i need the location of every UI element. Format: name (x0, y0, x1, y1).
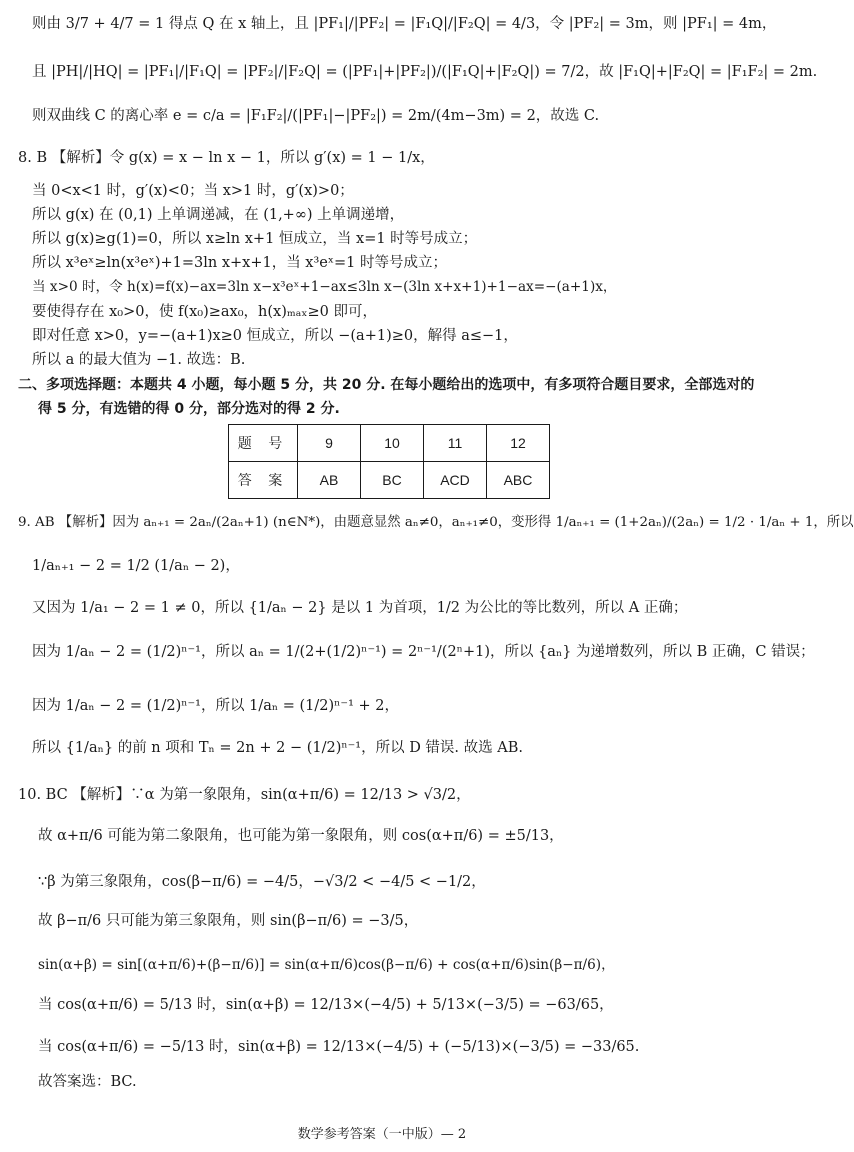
q9-line-2 (32, 598, 687, 618)
q10-line-5 (38, 995, 614, 1015)
question-number-9: 9 (298, 425, 361, 462)
q9-line-3 (32, 642, 815, 662)
q8-line-3 (32, 229, 477, 249)
q9-line-5 (32, 738, 523, 758)
solution-text: 则双曲线 C 的离心率 e = c/a = |F₁F₂|/(|PF₁|−|PF₂|) = 2m/(4m−3m) = 2，故选 C. (32, 108, 600, 124)
q9-text: 1/aₙ₊₁ − 2 = 1/2 (1/aₙ − 2)， (32, 558, 240, 574)
solution-line-1 (32, 14, 776, 34)
q10-text: 当 cos(α+π/6) = −5/13 时，sin(α+β) = 12/13×(−4/5) + (−5/13)×(−3/5) = −33/65. (38, 1039, 640, 1055)
q8-line-6 (32, 302, 377, 322)
q8-text: 所以 g(x)≥g(1)=0，所以 x≥ln x+1 恒成立，当 x=1 时等号成立； (32, 231, 478, 247)
page-footer: 数学参考答案（一中版）— 2 (297, 1127, 467, 1142)
question-8-header (18, 148, 435, 168)
q10-line-4 (38, 955, 615, 975)
row-label-number: 题 号 (229, 425, 298, 462)
q8-line-7 (32, 326, 518, 346)
q10-line-3 (38, 911, 418, 931)
q8-line-4 (32, 253, 447, 273)
question-number-12: 12 (487, 425, 550, 462)
q8-text: 当 0<x<1 时，g′(x)<0；当 x>1 时，g′(x)>0； (32, 183, 354, 199)
q10-text: 当 cos(α+π/6) = 5/13 时，sin(α+β) = 12/13×(−4/5) + 5/13×(−3/5) = −63/65， (38, 997, 614, 1013)
question-9-text: 9. AB 【解析】因为 aₙ₊₁ = 2aₙ/(2aₙ+1) (n∈N*)，由题意显然 aₙ≠0，aₙ₊₁≠0，变形得 1/aₙ₊₁ = (1+2aₙ)/(2aₙ) = 1/2 · 1/aₙ + 1，所以 (18, 515, 854, 530)
answer-9: AB (298, 462, 361, 499)
q8-line-5 (32, 277, 617, 297)
q9-text: 又因为 1/a₁ − 2 = 1 ≠ 0，所以 {1/aₙ − 2} 是以 1 为首项，1/2 为公比的等比数列，所以 A 正确； (32, 600, 688, 616)
question-number-10: 10 (361, 425, 424, 462)
table-row (229, 425, 550, 462)
question-10-text: 10. BC 【解析】∵α 为第一象限角，sin(α+π/6) = 12/13 > √3/2， (18, 787, 471, 803)
q9-line-4 (32, 696, 399, 716)
section-2-heading-cont (38, 399, 340, 419)
section-2-heading (18, 375, 754, 395)
q10-text: sin(α+β) = sin[(α+π/6)+(β−π/6)] = sin(α+π/6)cos(β−π/6) + cos(α+π/6)sin(β−π/6)， (38, 957, 615, 973)
q10-line-6 (38, 1037, 639, 1057)
q9-text: 因为 1/aₙ − 2 = (1/2)ⁿ⁻¹，所以 aₙ = 1/(2+(1/2)ⁿ⁻¹) = 2ⁿ⁻¹/(2ⁿ+1)，所以 {aₙ} 为递增数列，所以 B 正确，C 错误； (32, 644, 815, 660)
q10-line-7 (38, 1072, 137, 1092)
section-2-text-b: 得 5 分，有选错的得 0 分，部分选对的得 2 分. (38, 401, 340, 417)
question-10-header (18, 785, 471, 805)
q8-line-8 (32, 350, 245, 370)
section-2-text-a: 二、多项选择题：本题共 4 小题，每小题 5 分，共 20 分. 在每小题给出的选项中，有多项符合题目要求，全部选对的 (18, 377, 755, 393)
q9-text: 因为 1/aₙ − 2 = (1/2)ⁿ⁻¹，所以 1/aₙ = (1/2)ⁿ⁻¹ + 2， (32, 698, 399, 714)
answer-12: ABC (487, 462, 550, 499)
q8-text: 所以 a 的最大值为 −1. 故选：B. (32, 352, 246, 368)
answer-11: ACD (424, 462, 487, 499)
question-8-text: 8. B 【解析】令 g(x) = x − ln x − 1，所以 g′(x) = 1 − 1/x， (18, 150, 435, 166)
q8-text: 即对任意 x>0，y=−(a+1)x≥0 恒成立，所以 −(a+1)≥0，解得 a≤−1， (32, 328, 518, 344)
answer-table (228, 424, 550, 499)
q10-text: ∵β 为第三象限角，cos(β−π/6) = −4/5，−√3/2 < −4/5 < −1/2， (38, 874, 486, 890)
question-9-header (18, 513, 854, 533)
q8-text: 当 x>0 时，令 h(x)=f(x)−ax=3ln x−x³eˣ+1−ax≤3ln x−(3ln x+x+1)+1−ax=−(a+1)x， (32, 279, 617, 295)
answer-10: BC (361, 462, 424, 499)
solution-text: 则由 3/7 + 4/7 = 1 得点 Q 在 x 轴上，且 |PF₁|/|PF₂| = |F₁Q|/|F₂Q| = 4/3，令 |PF₂| = 3m，则 |PF₁| = 4m， (32, 16, 777, 32)
q8-text: 要使得存在 x₀>0，使 f(x₀)≥ax₀，h(x)ₘₐₓ≥0 即可， (32, 304, 377, 320)
q8-line-1 (32, 181, 354, 201)
q9-text: 所以 {1/aₙ} 的前 n 项和 Tₙ = 2n + 2 − (1/2)ⁿ⁻¹，所以 D 错误. 故选 AB. (32, 740, 523, 756)
solution-line-3 (32, 106, 599, 126)
table-row (229, 462, 550, 499)
q10-text: 故答案选：BC. (38, 1074, 137, 1090)
row-label-answer: 答 案 (229, 462, 298, 499)
q10-line-2 (38, 872, 486, 892)
solution-text: 且 |PH|/|HQ| = |PF₁|/|F₁Q| = |PF₂|/|F₂Q| = (|PF₁|+|PF₂|)/(|F₁Q|+|F₂Q|) = 7/2，故 |F₁Q|+|F₂Q| = |F₁F₂| = 2m. (32, 64, 818, 80)
q9-line-1 (32, 556, 240, 576)
q10-text: 故 β−π/6 只可能为第三象限角，则 sin(β−π/6) = −3/5， (38, 913, 419, 929)
solution-line-2 (32, 62, 817, 82)
q8-line-2 (32, 205, 404, 225)
q10-line-1 (38, 826, 564, 846)
q8-text: 所以 x³eˣ≥ln(x³eˣ)+1=3ln x+x+1，当 x³eˣ=1 时等号成立； (32, 255, 448, 271)
q8-text: 所以 g(x) 在 (0,1) 上单调递减，在 (1,+∞) 上单调递增， (32, 207, 405, 223)
q10-text: 故 α+π/6 可能为第二象限角，也可能为第一象限角，则 cos(α+π/6) = ±5/13， (38, 828, 564, 844)
question-number-11: 11 (424, 425, 487, 462)
